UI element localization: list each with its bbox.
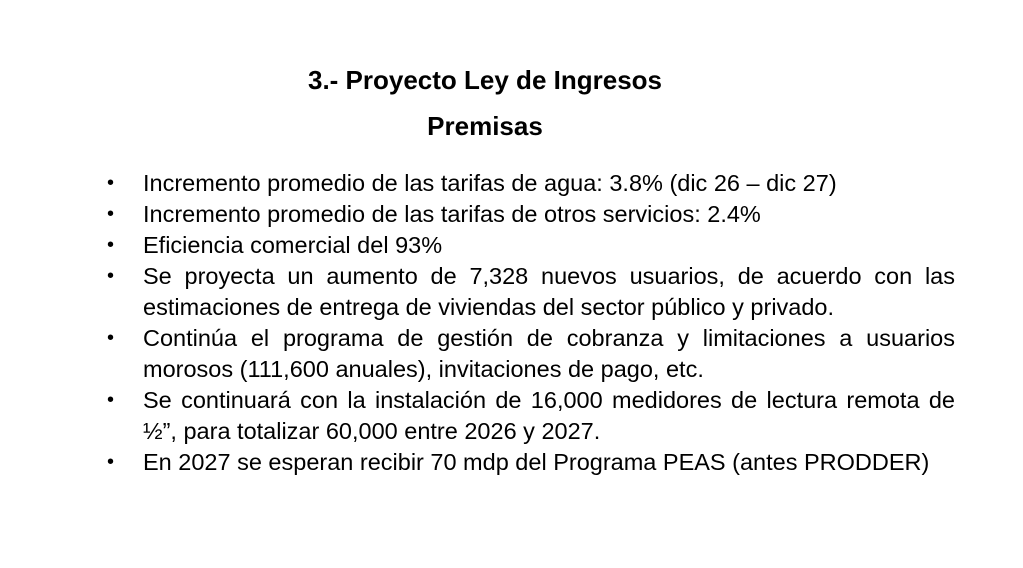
bullet-icon: • xyxy=(107,451,115,473)
premise-text: Se continuará con la instalación de 16,000 medidores de lectura remota de ½”, para totalizar 60,000 entre 2026 y 2027. xyxy=(143,387,955,444)
page-subtitle: Premisas xyxy=(427,111,543,141)
bullet-icon: • xyxy=(107,327,115,349)
bullet-icon: • xyxy=(107,203,115,225)
page-title: 3.- Proyecto Ley de Ingresos xyxy=(307,65,662,95)
list-item xyxy=(107,447,955,478)
list-item xyxy=(107,261,955,323)
premises-list xyxy=(107,168,955,478)
list-item xyxy=(107,230,955,261)
premise-text: Se proyecta un aumento de 7,328 nuevos usuarios, de acuerdo con las estimaciones de entrega de viviendas del sector público y privado. xyxy=(143,263,955,320)
list-item xyxy=(107,168,955,199)
list-item xyxy=(107,199,955,230)
bullet-icon: • xyxy=(107,234,115,256)
bullet-icon: • xyxy=(107,389,115,411)
bullet-icon: • xyxy=(107,265,115,287)
premise-text: Eficiencia comercial del 93% xyxy=(143,232,443,258)
premise-text: Continúa el programa de gestión de cobranza y limitaciones a usuarios morosos (111,600 anuales), invitaciones de pago, etc. xyxy=(143,325,955,382)
bullet-icon: • xyxy=(107,172,115,194)
premise-text: Incremento promedio de las tarifas de otros servicios: 2.4% xyxy=(143,201,761,227)
list-item xyxy=(107,385,955,447)
premise-text: Incremento promedio de las tarifas de agua: 3.8% (dic 26 – dic 27) xyxy=(143,170,837,196)
premise-text: En 2027 se esperan recibir 70 mdp del Programa PEAS (antes PRODDER) xyxy=(143,449,930,475)
list-item xyxy=(107,323,955,385)
